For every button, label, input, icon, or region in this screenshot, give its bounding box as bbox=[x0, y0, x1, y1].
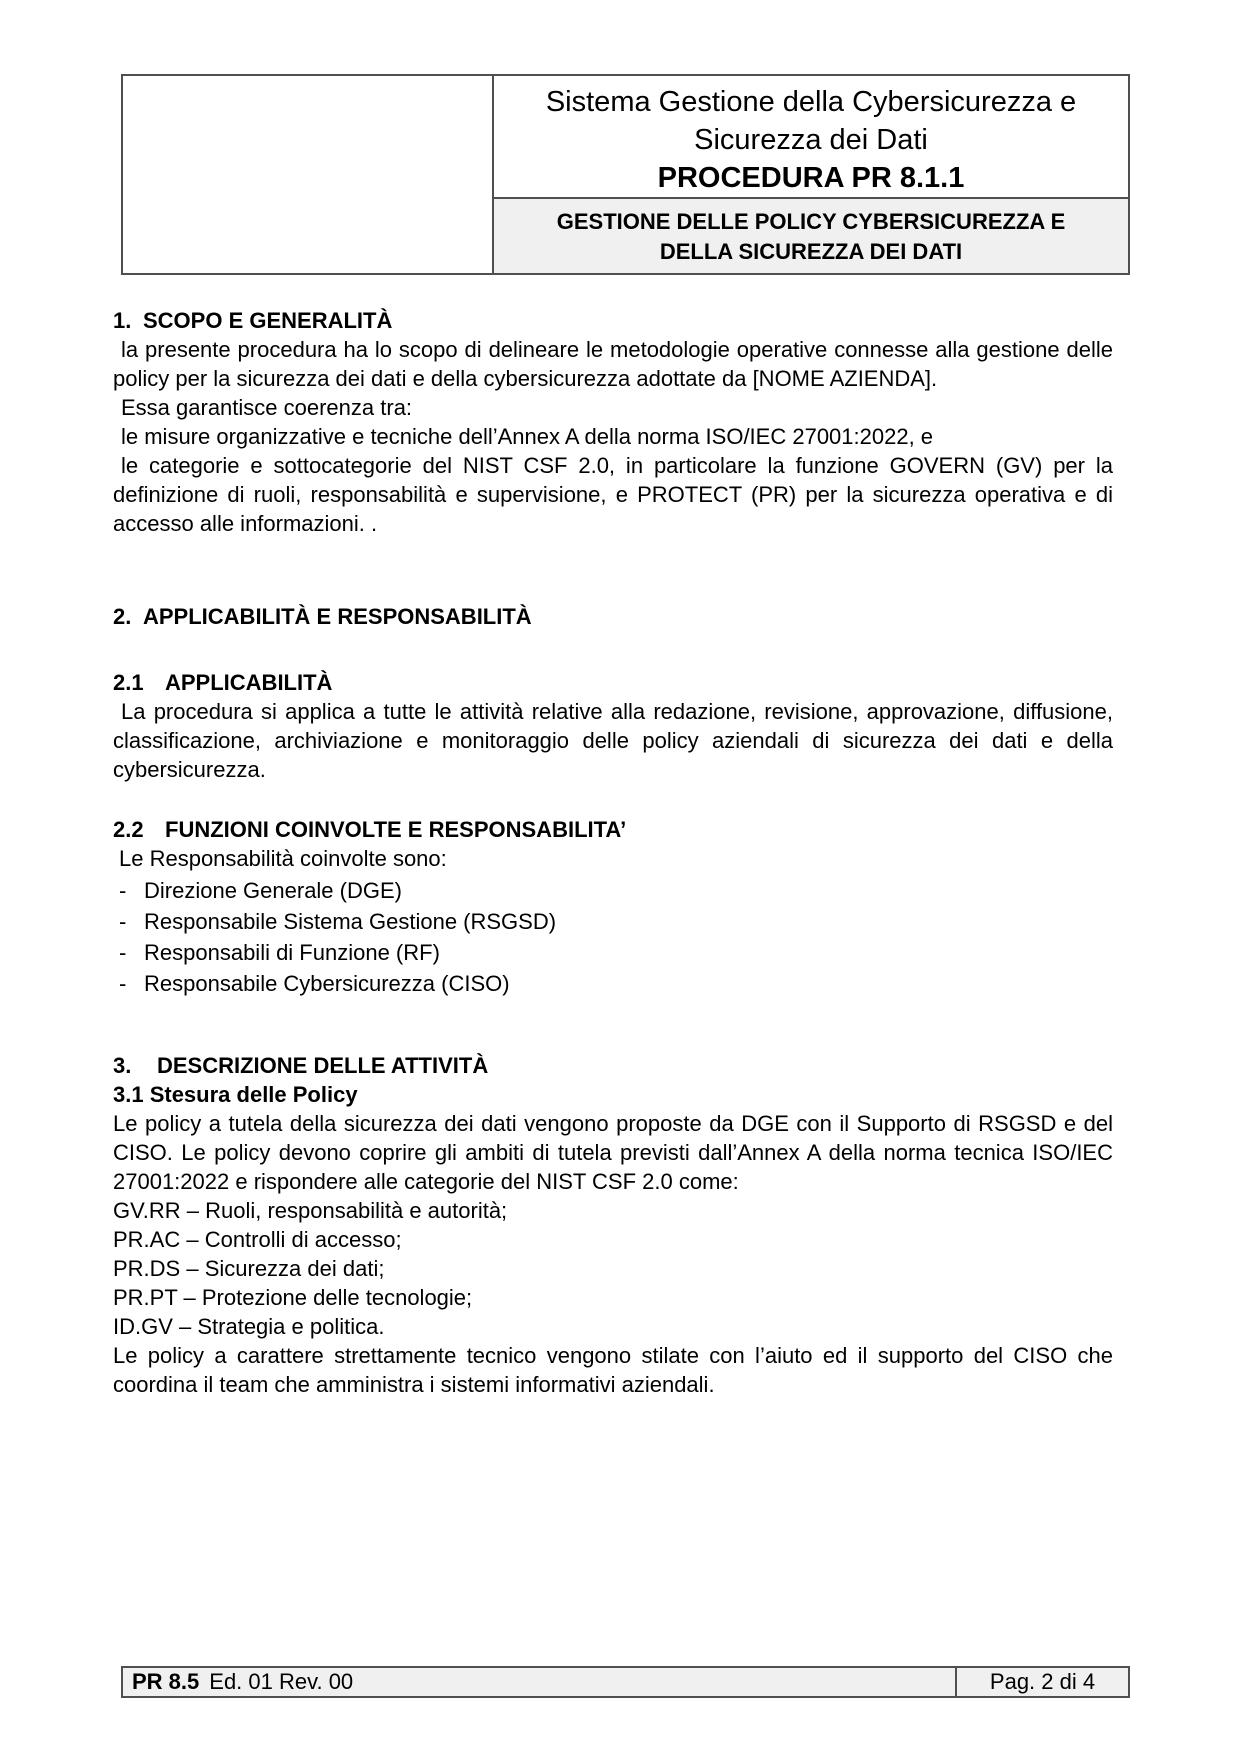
list-item-label: Direzione Generale (DGE) bbox=[144, 878, 402, 903]
list-item-label: Responsabile Sistema Gestione (RSGSD) bbox=[144, 909, 557, 934]
logo-placeholder-cell bbox=[123, 76, 494, 273]
list-item-label: Responsabile Cybersicurezza (CISO) bbox=[144, 971, 510, 996]
section-2-1-number: 2.1 bbox=[113, 670, 144, 695]
section-1-heading bbox=[113, 306, 1113, 335]
section-3-title: DESCRIZIONE DELLE ATTIVITÀ bbox=[157, 1053, 489, 1078]
document-body bbox=[113, 273, 1113, 1399]
section-1-paragraph-1: la presente procedura ha lo scopo di delineare le metodologie operative connesse alla gestione delle policy per la sicurezza dei dati e della cybersicurezza adottate da [NOME AZIENDA]. bbox=[113, 337, 1113, 391]
footer-doc-code: PR 8.5 bbox=[132, 1669, 200, 1694]
footer-edition: Ed. 01 Rev. 00 bbox=[209, 1669, 354, 1694]
footer-table bbox=[121, 1666, 1130, 1698]
csf-category-line: PR.AC – Controlli di accesso; bbox=[113, 1227, 402, 1252]
responsibilities-list bbox=[113, 875, 1113, 999]
section-1-paragraph-3: le misure organizzative e tecniche dell’Annex A della norma ISO/IEC 27001:2022, e bbox=[121, 424, 934, 449]
dash-marker: - bbox=[119, 909, 127, 934]
header-title-cell bbox=[494, 76, 1128, 197]
section-3-1-paragraph-2: Le policy a carattere strettamente tecnico vengono stilate con l’aiuto ed il supporto del CISO che coordina il team che amministra i sistemi informativi aziendali. bbox=[113, 1343, 1113, 1397]
dash-marker: - bbox=[119, 971, 127, 996]
list-item bbox=[113, 875, 1113, 906]
document-title-cell bbox=[494, 197, 1128, 273]
list-item bbox=[113, 937, 1113, 968]
section-1-paragraph-4: le categorie e sottocategorie del NIST CSF 2.0, in particolare la funzione GOVERN (GV) per la definizione di ruoli, responsabilità e supervisione, e PROTECT (PR) per la sicurezza operativa e di accesso alle informazioni. . bbox=[113, 453, 1113, 536]
section-2-2-number: 2.2 bbox=[113, 817, 144, 842]
footer-doc-info-cell bbox=[123, 1668, 957, 1696]
dash-marker: - bbox=[119, 878, 127, 903]
list-item-label: Responsabili di Funzione (RF) bbox=[144, 940, 440, 965]
section-2-title: APPLICABILITÀ E RESPONSABILITÀ bbox=[143, 604, 532, 629]
document-title: GESTIONE DELLE POLICY CYBERSICUREZZA E DELLA SICUREZZA DEI DATI bbox=[556, 209, 1066, 264]
responsibilities-intro: Le Responsabilità coinvolte sono: bbox=[119, 846, 447, 871]
section-2-number: 2. bbox=[113, 604, 132, 629]
list-item bbox=[113, 968, 1113, 999]
header-table bbox=[121, 74, 1130, 275]
section-2-1-heading bbox=[113, 668, 1113, 697]
dash-marker: - bbox=[119, 940, 127, 965]
section-2-heading bbox=[113, 602, 1113, 631]
section-1-paragraph-2: Essa garantisce coerenza tra: bbox=[121, 395, 413, 420]
section-3-1-heading: 3.1 Stesura delle Policy bbox=[113, 1082, 358, 1107]
section-1-title: SCOPO E GENERALITÀ bbox=[143, 308, 393, 333]
section-2-2-title: FUNZIONI COINVOLTE E RESPONSABILITA’ bbox=[165, 817, 627, 842]
section-3-number: 3. bbox=[113, 1053, 132, 1078]
section-3-1-paragraph-1: Le policy a tutela della sicurezza dei dati vengono proposte da DGE con il Supporto di RSGSD e del CISO. Le policy devono coprire gli ambiti di tutela previsti dall’Annex A della norma tecnica ISO/IEC 27001:2022 e rispondere alle categorie del NIST CSF 2.0 come: bbox=[113, 1111, 1113, 1194]
section-3-heading bbox=[113, 1051, 1113, 1080]
footer-page-number-cell bbox=[957, 1668, 1128, 1696]
system-title: Sistema Gestione della Cybersicurezza e Sicurezza dei Dati bbox=[545, 86, 1077, 156]
csf-category-line: GV.RR – Ruoli, responsabilità e autorità; bbox=[113, 1198, 508, 1223]
section-1-number: 1. bbox=[113, 308, 132, 333]
csf-category-line: ID.GV – Strategia e politica. bbox=[113, 1314, 385, 1339]
section-2-2-heading bbox=[113, 815, 1113, 844]
section-2-1-paragraph: La procedura si applica a tutte le attività relative alla redazione, revisione, approvazione, diffusione, classificazione, archiviazione e monitoraggio delle policy aziendali di sicurezza dei dati e della cybersicurezza. bbox=[113, 699, 1113, 782]
page-number-label: Pag. 2 di 4 bbox=[989, 1669, 1096, 1694]
procedure-code: PROCEDURA PR 8.1.1 bbox=[657, 162, 965, 194]
list-item bbox=[113, 906, 1113, 937]
csf-category-line: PR.DS – Sicurezza dei dati; bbox=[113, 1256, 385, 1281]
section-2-1-title: APPLICABILITÀ bbox=[165, 670, 333, 695]
header-right-column bbox=[494, 76, 1128, 273]
csf-category-line: PR.PT – Protezione delle tecnologie; bbox=[113, 1285, 473, 1310]
